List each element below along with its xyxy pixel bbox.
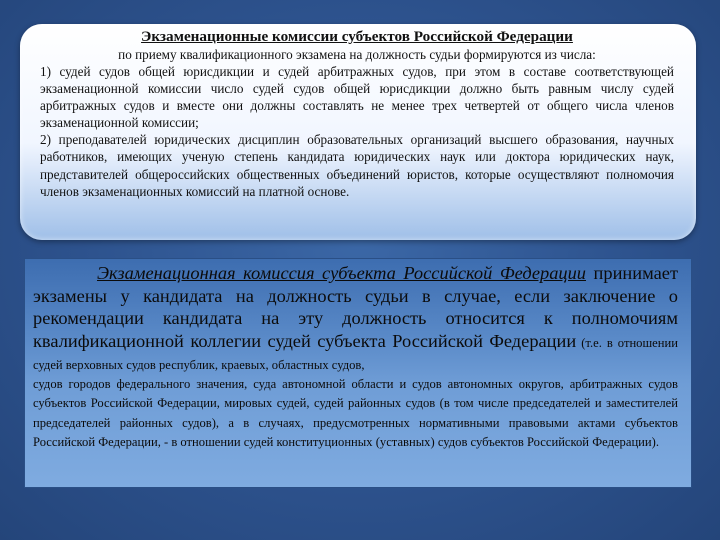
authority-lead-text: принимает экзамены у кандидата на должность судьи в случае, если заключение о рекомендации кандидата на эту должность относится к полномочиям квалификационной коллегии судей субъекта Российской Федерации	[33, 263, 678, 351]
authority-parenthetical-start: (т.е. в отношении судей верховных судов республик, краевых, областных судов,	[33, 335, 678, 373]
list-item: 1) судей судов общей юрисдикции и судей арбитражных судов, при этом в составе соответствующей экзаменационной комиссии число судей судов общей юрисдикции должно быть равным числу судей арбитражных судов и вместе они должны составлять не менее трех четвертей от общего числа членов экзаменационной комиссии;	[40, 64, 674, 131]
panel-list	[40, 63, 674, 200]
commission-composition-panel	[20, 24, 696, 240]
panel-title: Экзаменационные комиссии субъектов Российской Федерации	[141, 28, 573, 45]
authority-paragraph	[33, 262, 678, 375]
authority-parenthetical: судов городов федерального значения, суда автономной области и судов автономных округов, арбитражных судов субъектов Российской Федерации, мировых судей, судей районных судов (в том числе председателей и заместителей председателей районных судов), а в случаях, предусмотренных нормативными правовыми актами субъектов Российской Федерации, - в отношении судей конституционных (уставных) судов субъектов Российской Федерации).	[33, 376, 678, 449]
list-item: 2) преподавателей юридических дисциплин образовательных организаций высшего образования, научных работников, имеющих ученую степень кандидата юридических наук или доктора юридических наук, представителей общероссийских общественных объединений юристов, которые осуществляют полномочия членов экзаменационных комиссий на платной основе.	[40, 132, 674, 199]
authority-title: Экзаменационная комиссия субъекта Российской Федерации	[97, 263, 586, 283]
panel-intro: по приему квалификационного экзамена на должность судьи формируются из числа:	[118, 47, 596, 62]
commission-authority-panel	[24, 258, 692, 488]
